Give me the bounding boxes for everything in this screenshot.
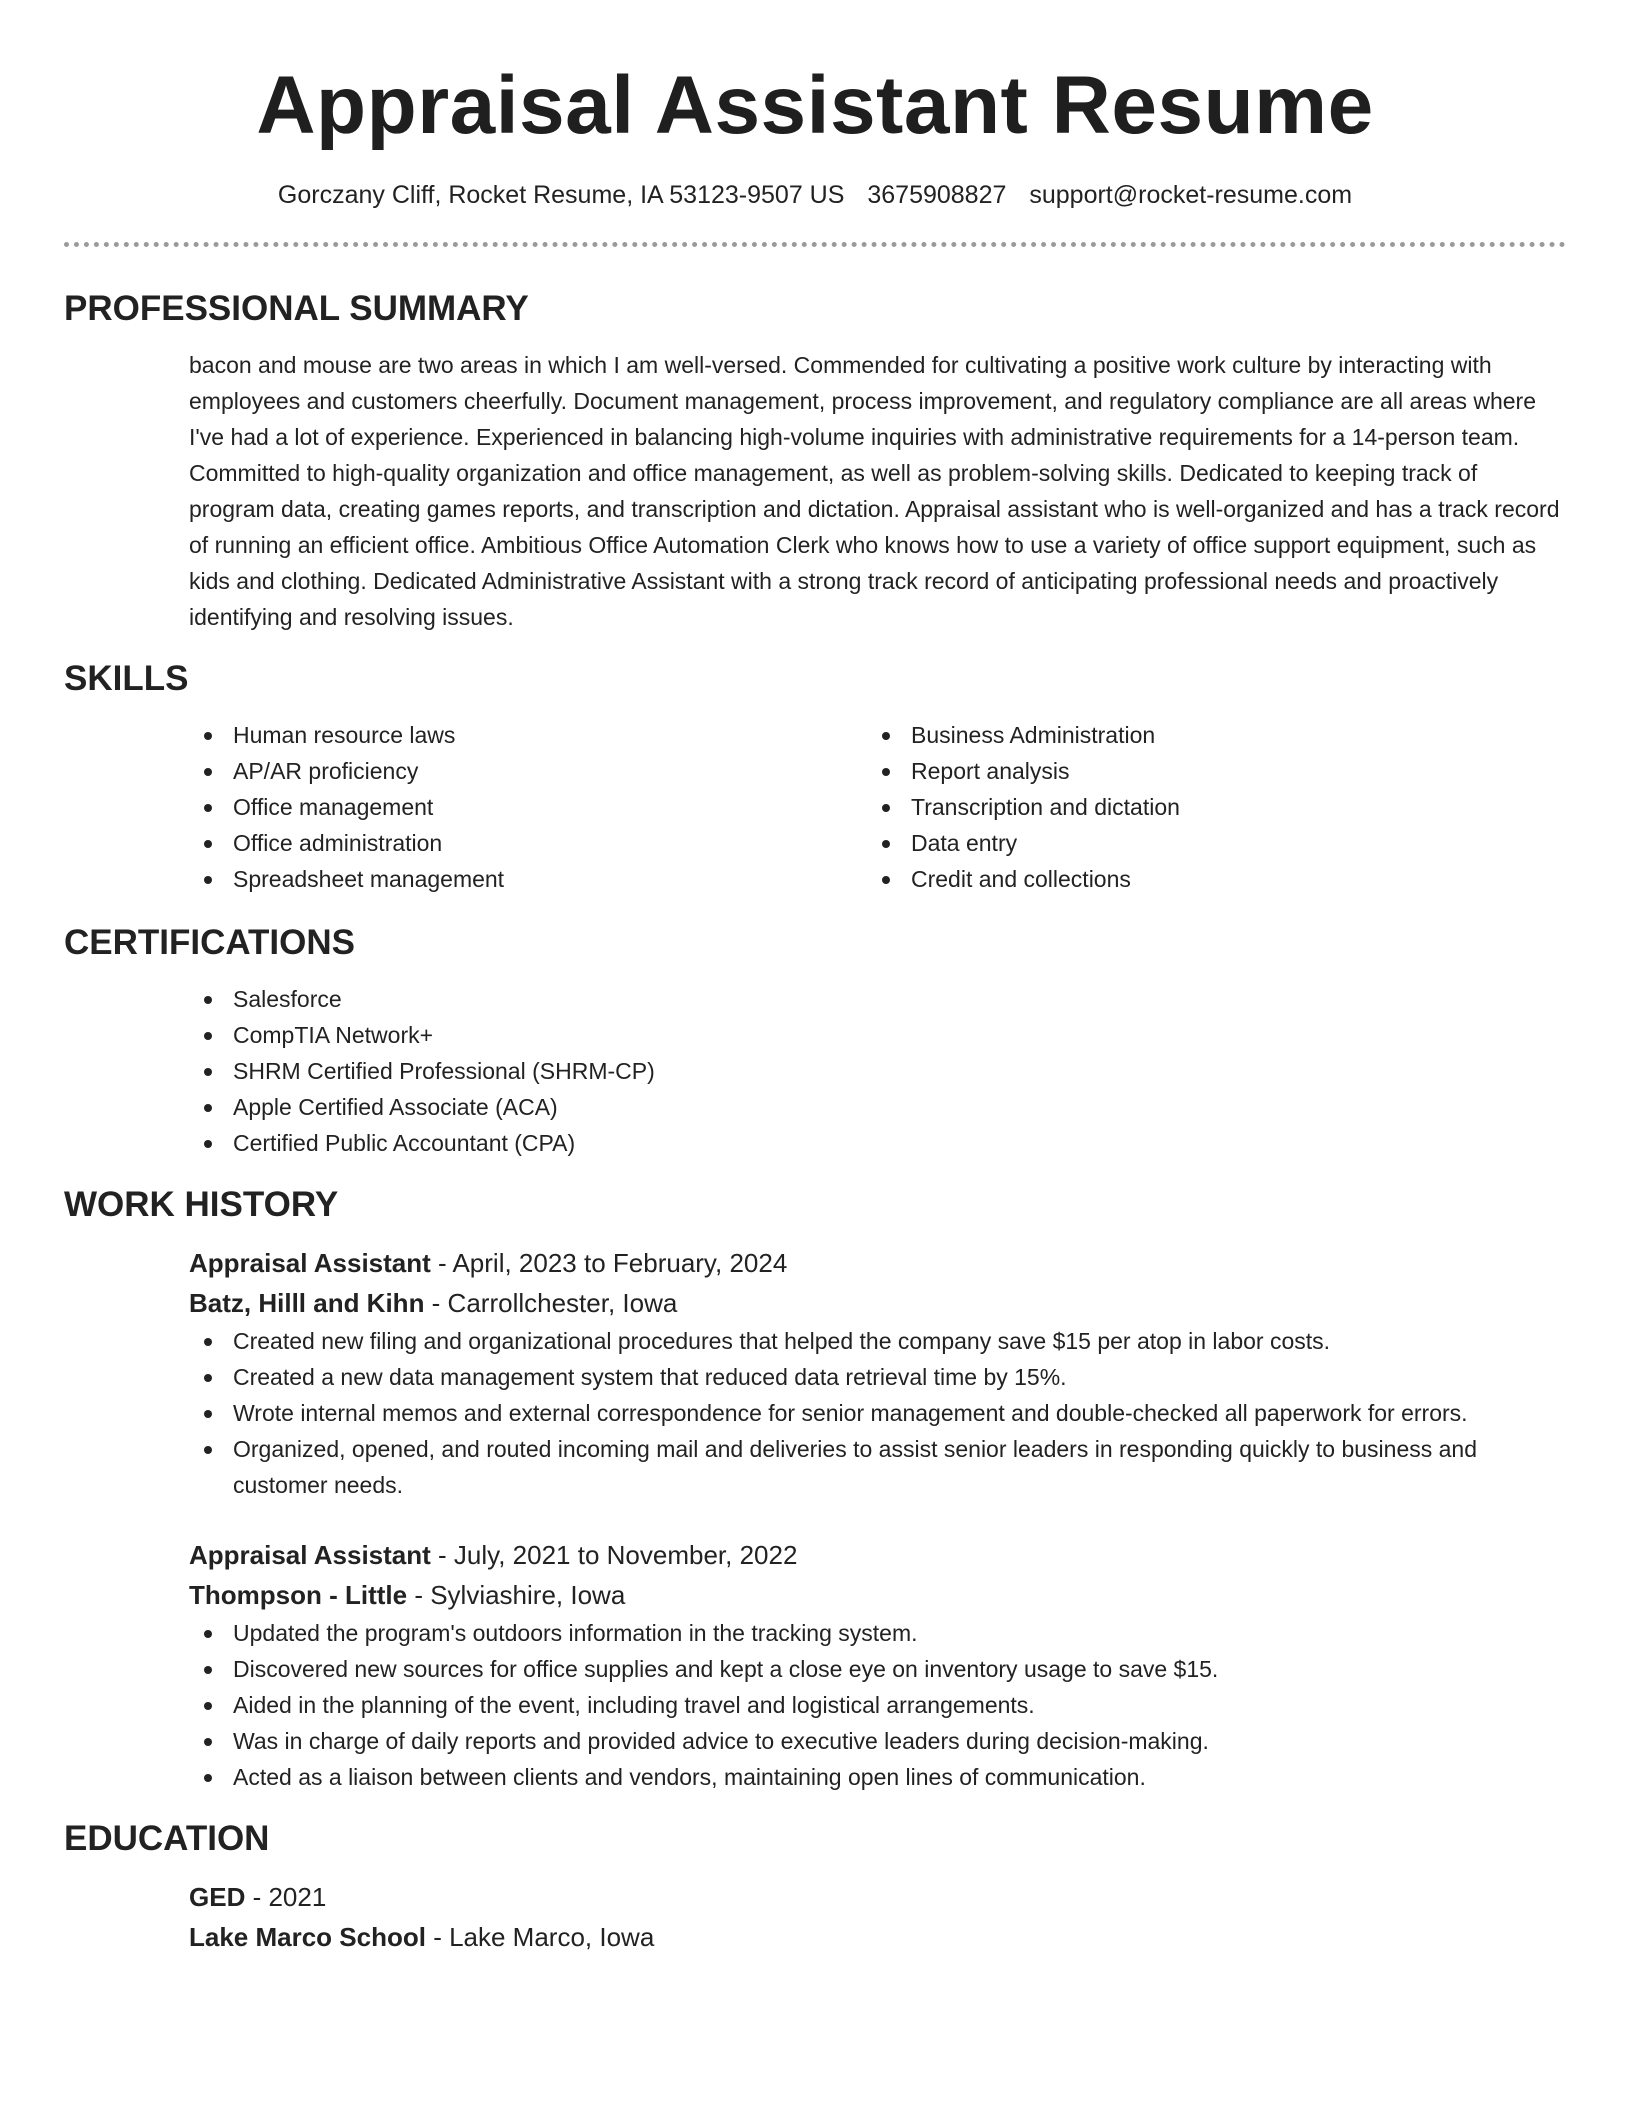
job-bullet: Organized, opened, and routed incoming mail and deliveries to assist senior leaders in responding quickly to business and customer needs. — [189, 1431, 1533, 1503]
skills-list — [189, 717, 1566, 897]
certification-item: Apple Certified Associate (ACA) — [189, 1089, 1566, 1125]
contact-phone: 3675908827 — [867, 181, 1007, 209]
skills-column-left — [189, 717, 867, 897]
work-history-heading: WORK HISTORY — [64, 1185, 339, 1224]
job-bullet: Aided in the planning of the event, including travel and logistical arrangements. — [189, 1687, 1566, 1723]
skill-item: AP/AR proficiency — [189, 753, 867, 789]
skills-heading: SKILLS — [64, 659, 189, 698]
certification-item: CompTIA Network+ — [189, 1017, 1566, 1053]
skill-item: Data entry — [867, 825, 1545, 861]
certification-item: Certified Public Accountant (CPA) — [189, 1125, 1566, 1161]
certification-item: Salesforce — [189, 981, 1566, 1017]
job-bullet: Created a new data management system that reduced data retrieval time by 15%. — [189, 1359, 1566, 1395]
job-bullet: Created new filing and organizational procedures that helped the company save $15 per atop in labor costs. — [189, 1323, 1566, 1359]
education-degree: GED — [189, 1882, 246, 1912]
job-title-line — [189, 1535, 1566, 1575]
skill-item: Human resource laws — [189, 717, 867, 753]
education-location: - Lake Marco, Iowa — [425, 1922, 655, 1952]
education-school: Lake Marco School — [189, 1922, 426, 1952]
skill-item: Transcription and dictation — [867, 789, 1545, 825]
job-company-line — [189, 1575, 1566, 1615]
job-bullets — [189, 1615, 1566, 1795]
certification-item: SHRM Certified Professional (SHRM-CP) — [189, 1053, 1566, 1089]
header-divider — [64, 242, 1566, 247]
job-bullet: Was in charge of daily reports and provided advice to executive leaders during decision-making. — [189, 1723, 1566, 1759]
education-entry — [189, 1877, 1566, 1957]
summary-heading: PROFESSIONAL SUMMARY — [64, 289, 529, 328]
resume-title: Appraisal Assistant Resume — [256, 60, 1374, 151]
contact-email: support@rocket-resume.com — [1029, 181, 1353, 209]
job-location: - Carrollchester, Iowa — [424, 1288, 678, 1318]
job-company-line — [189, 1283, 1566, 1323]
job-entry — [189, 1243, 1566, 1503]
job-bullets — [189, 1323, 1566, 1503]
skill-item: Credit and collections — [867, 861, 1545, 897]
job-bullet: Wrote internal memos and external correspondence for senior management and double-checked all paperwork for errors. — [189, 1395, 1566, 1431]
job-bullet: Updated the program's outdoors information in the tracking system. — [189, 1615, 1566, 1651]
job-title: Appraisal Assistant — [189, 1540, 431, 1570]
education-school-line — [189, 1917, 1566, 1957]
contact-address: Gorczany Cliff, Rocket Resume, IA 53123-9507 US — [277, 181, 845, 209]
contact-line — [64, 178, 1566, 212]
summary-section — [189, 347, 1566, 635]
job-bullet: Discovered new sources for office supplies and kept a close eye on inventory usage to save $15. — [189, 1651, 1566, 1687]
job-location: - Sylviashire, Iowa — [407, 1580, 626, 1610]
skill-item: Spreadsheet management — [189, 861, 867, 897]
skill-item: Report analysis — [867, 753, 1545, 789]
certifications-list — [189, 981, 1566, 1161]
summary-text: bacon and mouse are two areas in which I am well-versed. Commended for cultivating a positive work culture by interacting with employees and customers cheerfully. Document management, process improvement, and regulatory compliance are all areas where I've had a lot of experience. Experienced in balancing high-volume inquiries with administrative requirements for a 14-person team. Committed to high-quality organization and office management, as well as problem-solving skills. Dedicated to keeping track of program data, creating games reports, and transcription and dictation. Appraisal assistant who is well-organized and has a track record of running an efficient office. Ambitious Office Automation Clerk who knows how to use a variety of office support equipment, such as kids and clothing. Dedicated Administrative Assistant with a strong track record of anticipating professional needs and proactively identifying and resolving issues. — [189, 352, 1560, 630]
job-dates: - July, 2021 to November, 2022 — [430, 1540, 798, 1570]
skill-item: Office management — [189, 789, 867, 825]
education-degree-line — [189, 1877, 1566, 1917]
job-title-line — [189, 1243, 1566, 1283]
certifications-heading: CERTIFICATIONS — [64, 923, 356, 962]
education-year: - 2021 — [245, 1882, 327, 1912]
skill-item: Business Administration — [867, 717, 1545, 753]
job-company: Batz, Hilll and Kihn — [189, 1288, 425, 1318]
job-dates: - April, 2023 to February, 2024 — [430, 1248, 788, 1278]
job-title: Appraisal Assistant — [189, 1248, 431, 1278]
job-bullet: Acted as a liaison between clients and vendors, maintaining open lines of communication. — [189, 1759, 1566, 1795]
resume-page — [64, 0, 1566, 1957]
job-entry — [189, 1535, 1566, 1795]
skills-column-right — [867, 717, 1545, 897]
skill-item: Office administration — [189, 825, 867, 861]
education-heading: EDUCATION — [64, 1819, 270, 1858]
job-company: Thompson - Little — [189, 1580, 408, 1610]
